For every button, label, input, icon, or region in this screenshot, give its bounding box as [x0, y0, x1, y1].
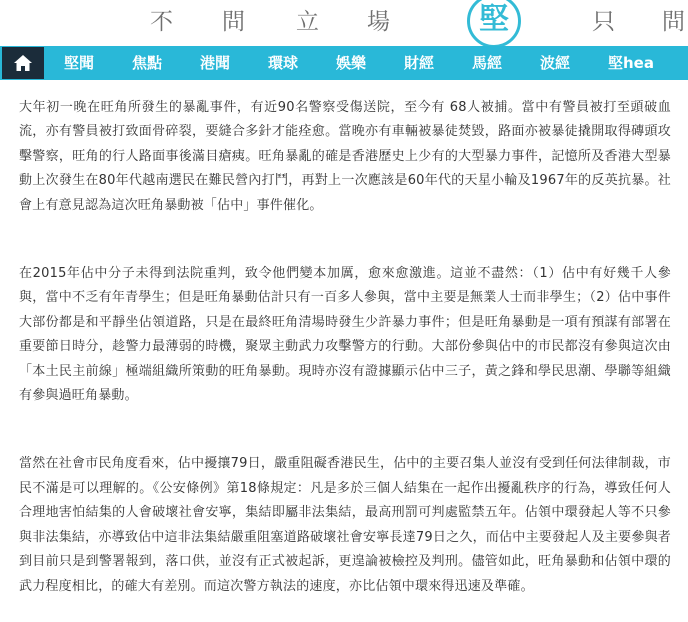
- home-icon: [13, 54, 33, 72]
- masthead-slogan-char: 立: [296, 9, 319, 35]
- nav-item-football[interactable]: 波經: [540, 54, 571, 72]
- site-logo-text: 堅: [479, 2, 509, 37]
- nav-item-kin-hea[interactable]: 堅hea: [608, 54, 654, 72]
- nav-item-entertainment[interactable]: 娛樂: [336, 54, 367, 72]
- masthead: [0, 0, 688, 46]
- masthead-slogan-char: 不: [150, 9, 173, 35]
- nav-item-kin-news[interactable]: 堅聞: [64, 54, 95, 72]
- article-paragraph: 在2015年佔中分子未得到法院重判，致令他們變本加厲，愈來愈激進。這並不盡然：（1）佔中有好幾千人參與，當中不乏有年青學生；但是旺角暴動估計只有一百多人參與，當中主要是無業人士而非學生；（2）佔中事件大部份都是和平靜坐佔領道路，只是在最終旺角清場時發生少許暴力事件；但是旺角暴動是一項有預謀有部署在重要節日時分，趁警力最薄弱的時機，聚眾主動武力攻擊警方的行動。大部份參與佔中的市民都沒有參與這次由「本土民主前線」極端組織所策動的旺角暴動。現時亦沒有證據顯示佔中三子，黃之鋒和學民思潮、學聯等組織有參與過旺角暴動。: [19, 266, 671, 404]
- nav-item-horse-racing[interactable]: 馬經: [472, 54, 503, 72]
- nav-item-world[interactable]: 環球: [268, 54, 299, 72]
- nav-home-button[interactable]: [2, 47, 44, 79]
- masthead-slogan-char: 只: [592, 9, 615, 35]
- article-paragraph: 大年初一晚在旺角所發生的暴亂事件，有近90名警察受傷送院，至今有 68人被捕。當中有警員被打至頭破血流，亦有警員被打致面骨碎裂，要縫合多針才能痊愈。當晚亦有車輛被暴徒焚毀，路面亦被暴徒撬開取得磚頭攻擊警察，旺角的行人路面事後滿目瘡痍。旺角暴亂的確是香港歷史上少有的大型暴力事件，記憶所及香港大型暴動上次發生在80年代越南選民在難民營內打鬥，再對上一次應該是60年代的天星小輪及1967年的反英抗暴。社會上有意見認為這次旺角暴動被「佔中」事件催化。: [19, 100, 671, 213]
- nav-item-finance[interactable]: 財經: [404, 54, 435, 72]
- masthead-slogan-char: 問: [222, 9, 245, 35]
- site-logo[interactable]: [467, 0, 521, 48]
- nav-item-hk-news[interactable]: 港聞: [200, 54, 231, 72]
- masthead-slogan-char: 問: [662, 9, 685, 35]
- nav-item-focus[interactable]: 焦點: [132, 54, 163, 72]
- article-body: [19, 96, 671, 599]
- article-paragraph: 當然在社會市民角度看來，佔中擾攘79日，嚴重阻礙香港民生，佔中的主要召集人並沒有受到任何法律制裁，市民不滿是可以理解的。《公安條例》第18條規定：凡是多於三個人結集在一起作出擾亂秩序的行為，導致任何人合理地害怕結集的人會破壞社會安寧，集結即屬非法集結，最高刑罰可判處監禁五年。佔領中環發起人等不只參與非法集結，亦導致佔中這非法集結嚴重阻塞道路破壞社會安寧長達79日之久，而佔中主要發起人及主要參與者到目前只是到警署報到，落口供，並沒有正式被起訴，更遑論被檢控及判刑。儘管如此，旺角暴動和佔領中環的武力程度相比，的確大有差別。而這次警方執法的速度，亦比佔領中環來得迅速及準確。: [19, 456, 671, 594]
- main-nav: [0, 46, 688, 80]
- masthead-slogan-char: 場: [367, 9, 390, 35]
